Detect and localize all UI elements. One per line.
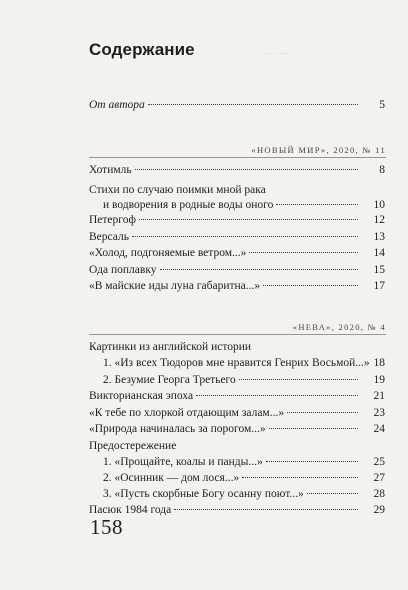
toc-entry-page: 5 bbox=[379, 99, 385, 111]
dot-leader bbox=[263, 285, 358, 286]
toc-entry bbox=[89, 162, 385, 178]
toc-entry-title: «Холод, подгоняемые ветром...» bbox=[89, 247, 247, 259]
toc-group-heading: Картинки из английской истории bbox=[89, 341, 252, 353]
toc-entry-page: 19 bbox=[373, 374, 385, 386]
toc-entry bbox=[89, 97, 385, 113]
toc-entry bbox=[89, 278, 385, 294]
toc-entry-title: 1. «Прощайте, коалы и панды...» bbox=[103, 456, 263, 468]
toc-entry-title: Стихи по случаю поимки мной рака bbox=[89, 184, 266, 196]
toc-entry-title: Пасюк 1984 года bbox=[89, 504, 172, 516]
dot-leader bbox=[160, 269, 359, 270]
toc-entry bbox=[89, 212, 385, 228]
toc-group-heading: Предостережение bbox=[89, 440, 177, 452]
dot-leader bbox=[239, 379, 358, 380]
section-rule bbox=[89, 157, 386, 158]
toc-entry bbox=[103, 454, 385, 470]
toc-entry-title: Петергоф bbox=[89, 214, 136, 226]
toc-entry-title: Викторианская эпоха bbox=[89, 390, 194, 402]
toc-entry-page: 29 bbox=[373, 504, 385, 516]
toc-entry-page: 13 bbox=[373, 231, 385, 243]
toc-entry bbox=[89, 229, 385, 245]
toc-entry bbox=[103, 372, 385, 388]
toc-entry bbox=[89, 405, 385, 421]
toc-entry-continuation: и водворения в родные воды оного bbox=[103, 199, 274, 211]
bleed-through: — · — bbox=[262, 48, 288, 58]
dot-leader bbox=[132, 236, 358, 237]
toc-entry-title: «К тебе по хлоркой отдающим залам...» bbox=[89, 407, 285, 419]
toc-entry-page: 12 bbox=[373, 214, 385, 226]
dot-leader bbox=[135, 169, 358, 170]
section-rule bbox=[89, 334, 386, 335]
toc-entry-page: 21 bbox=[373, 390, 385, 402]
toc-entry-title: От автора bbox=[89, 99, 145, 111]
toc-entry-title: 1. «Из всех Тюдоров мне нравится Генрих Восьмой...» bbox=[103, 357, 370, 369]
toc-entry-page: 25 bbox=[373, 456, 385, 468]
toc-entry-title: «Природа начиналась за порогом...» bbox=[89, 423, 266, 435]
toc-entry bbox=[103, 355, 385, 371]
toc-entry-page: 28 bbox=[373, 488, 385, 500]
page-title: Содержание bbox=[89, 40, 195, 59]
toc-entry-title: Версаль bbox=[89, 231, 129, 243]
section-source: «НЕВА», 2020, № 4 bbox=[292, 322, 386, 332]
dot-leader bbox=[242, 477, 358, 478]
dot-leader bbox=[276, 204, 358, 205]
dot-leader bbox=[139, 219, 358, 220]
toc-entry bbox=[89, 245, 385, 261]
dot-leader bbox=[249, 252, 358, 253]
toc-entry-page: 24 bbox=[373, 423, 385, 435]
toc-entry-title: 2. Безумие Георга Третьего bbox=[103, 374, 236, 386]
toc-entry-page: 14 bbox=[373, 247, 385, 259]
toc-entry-title: Хотимль bbox=[89, 164, 132, 176]
toc-entry bbox=[103, 470, 385, 486]
toc-entry bbox=[103, 486, 385, 502]
dot-leader bbox=[148, 104, 358, 105]
toc-entry-page: 27 bbox=[373, 472, 385, 484]
toc-entry-title: Ода поплавку bbox=[89, 264, 157, 276]
toc-entry-title: 2. «Осинник — дом лося...» bbox=[103, 472, 240, 484]
toc-entry bbox=[89, 421, 385, 437]
toc-entry-title: «В майские иды луна габаритна...» bbox=[89, 280, 261, 292]
page-number: 158 bbox=[90, 515, 123, 539]
dot-leader bbox=[287, 412, 358, 413]
dot-leader bbox=[269, 428, 358, 429]
toc-entry bbox=[89, 502, 385, 518]
dot-leader bbox=[266, 461, 358, 462]
toc-entry-page: 10 bbox=[373, 199, 385, 211]
toc-entry-page: 17 bbox=[373, 280, 385, 292]
toc-entry bbox=[103, 197, 385, 213]
dot-leader bbox=[307, 493, 358, 494]
toc-entry-page: 23 bbox=[373, 407, 385, 419]
toc-entry-page: 18 bbox=[373, 357, 385, 369]
toc-entry bbox=[89, 262, 385, 278]
dot-leader bbox=[174, 509, 358, 510]
toc-entry-title: 3. «Пусть скорбные Богу осанну поют...» bbox=[103, 488, 304, 500]
toc-entry bbox=[89, 388, 385, 404]
toc-entry-page: 15 bbox=[373, 264, 385, 276]
dot-leader bbox=[196, 395, 358, 396]
section-source: «НОВЫЙ МИР», 2020, № 11 bbox=[251, 145, 386, 155]
toc-entry-page: 8 bbox=[379, 164, 385, 176]
